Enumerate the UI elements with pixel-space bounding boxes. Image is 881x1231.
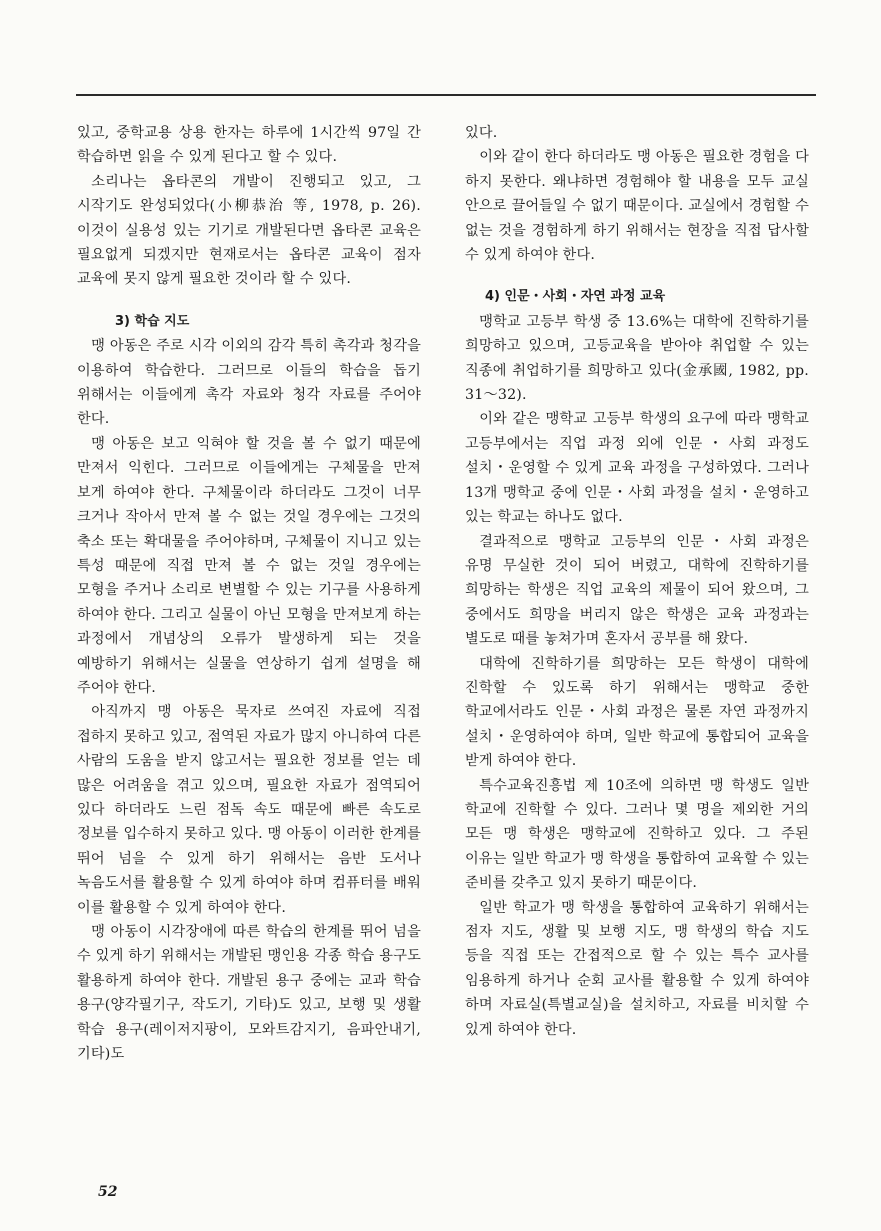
paragraph: 이와 같은 맹학교 고등부 학생의 요구에 따라 맹학교 고등부에서는 직업 과정 외에 인문・사회 과정도 설치・운영할 수 있게 교육 과정을 구성하였다. 그러나 13개 맹학교 중에 인문・사회 과정을 설치・운영하고 있는 학교는 하나도 없다.	[465, 411, 809, 526]
section-heading: 3) 학습 지도	[115, 313, 190, 329]
right-column	[465, 121, 809, 1042]
paragraph: 맹 아동이 시각장애에 따른 학습의 한계를 뛰어 넘을 수 있게 하기 위해서는 개발된 맹인용 각종 학습 용구도 활용하게 하여야 한다. 개발된 용구 중에는 교과 학습 용구(양각필기구, 작도기, 기타)도 있고, 보행 및 생활 학습 용구(레이저지팡이, 모와트감지기, 음파안내기, 기타)도	[77, 924, 421, 1063]
paragraph: 결과적으로 맹학교 고등부의 인문・사회 과정은 유명 무실한 것이 되어 버렸고, 대학에 진학하기를 희망하는 학생은 직업 교육의 제물이 되어 왔으며, 그 중에서도 희망을 버리지 않은 학생은 교육 과정과는 별도로 때를 놓쳐가며 혼자서 공부를 해 왔다.	[465, 533, 809, 648]
paragraph: 있다.	[465, 125, 498, 141]
paragraph: 특수교육진흥법 제 10조에 의하면 맹 학생도 일반 학교에 진학할 수 있다. 그러나 몇 명을 제외한 거의 모든 맹 학생은 맹학교에 진학하고 있다. 그 주된 이유는 일반 학교가 맹 학생을 통합하여 교육할 수 있는 준비를 갖추고 있지 못하기 때문이다.	[465, 777, 809, 892]
paragraph: 일반 학교가 맹 학생을 통합하여 교육하기 위해서는 점자 지도, 생활 및 보행 지도, 맹 학생의 학습 지도 등을 직접 또는 간접적으로 할 수 있는 특수 교사를 임용하게 하거나 순회 교사를 활용할 수 있게 하여야 하며 자료실(특별교실)을 설치하고, 자료를 비치할 수 있게 하여야 한다.	[465, 899, 809, 1038]
paragraph: 있고, 중학교용 상용 한자는 하루에 1시간씩 97일 간 학습하면 읽을 수 있게 된다고 할 수 있다.	[77, 125, 421, 166]
paragraph: 소리나는 옵타콘의 개발이 진행되고 있고, 그 시작기도 완성되었다(小柳恭治 等, 1978, p. 26). 이것이 실용성 있는 기기로 개발된다면 옵타콘 교육은 필요없게 되겠지만 현재로서는 옵타콘 교육이 점자 교육에 못지 않게 필요한 것이라 할 수 있다.	[77, 173, 421, 288]
left-column	[77, 121, 421, 1066]
paragraph: 아직까지 맹 아동은 묵자로 쓰여진 자료에 직접 접하지 못하고 있고, 점역된 자료가 많지 아니하여 다른 사람의 도움을 받지 않고서는 필요한 정보를 얻는 데 많은 어려움을 겪고 있으며, 필요한 자료가 점역되어 있다 하더라도 느린 점독 속도 때문에 빠른 속도로 정보를 입수하지 못하고 있다. 맹 아동이 이러한 한계를 뛰어 넘을 수 있게 하기 위해서는 음반 도서나 녹음도서를 활용할 수 있게 하여야 하며 컴퓨터를 배워 이를 활용할 수 있게 하여야 한다.	[77, 704, 421, 916]
paragraph: 맹 아동은 주로 시각 이외의 감각 특히 촉각과 청각을 이용하여 학습한다. 그러므로 이들의 학습을 돕기 위해서는 이들에게 촉각 자료와 청각 자료를 주어야 한다.	[77, 338, 421, 428]
paragraph: 맹학교 고등부 학생 중 13.6%는 대학에 진학하기를 희망하고 있으며, 고등교육을 받아야 취업할 수 있는 직종에 취업하기를 희망하고 있다(金承國, 1982, pp. 31～32).	[465, 313, 809, 404]
paragraph: 이와 같이 한다 하더라도 맹 아동은 필요한 경험을 다 하지 못한다. 왜냐하면 경험해야 할 내용을 모두 교실 안으로 끌어들일 수 없기 때문이다. 교실에서 경험할 수 없는 것을 경험하게 하기 위해서는 현장을 직접 답사할 수 있게 하여야 한다.	[465, 149, 809, 264]
paragraph: 대학에 진학하기를 희망하는 모든 학생이 대학에 진학할 수 있도록 하기 위해서는 맹학교 중한 학교에서라도 인문・사회 과정은 물론 자연 과정까지 설치・운영하여야 하며, 일반 학교에 통합되어 교육을 받게 하여야 한다.	[465, 655, 809, 770]
page-number: 52	[98, 1184, 118, 1200]
header-rule	[76, 94, 816, 96]
paragraph: 맹 아동은 보고 익혀야 할 것을 볼 수 없기 때문에 만져서 익힌다. 그러므로 이들에게는 구체물을 만져 보게 하여야 한다. 구체물이라 하더라도 그것이 너무 크거나 작아서 만져 볼 수 없는 것일 경우에는 그것의 축소 또는 확대물을 주어야하며, 구체물이 지니고 있는 특성 때문에 직접 만져 볼 수 없는 것일 경우에는 모형을 주거나 소리로 변별할 수 있는 기구를 사용하게 하여야 한다. 그리고 실물이 아닌 모형을 만져보게 하는 과정에서 개념상의 오류가 발생하게 되는 것을 예방하기 위해서는 실물을 연상하기 쉽게 설명을 해 주어야 한다.	[77, 435, 421, 696]
section-heading: 4) 인문・사회・자연 과정 교육	[485, 289, 666, 305]
